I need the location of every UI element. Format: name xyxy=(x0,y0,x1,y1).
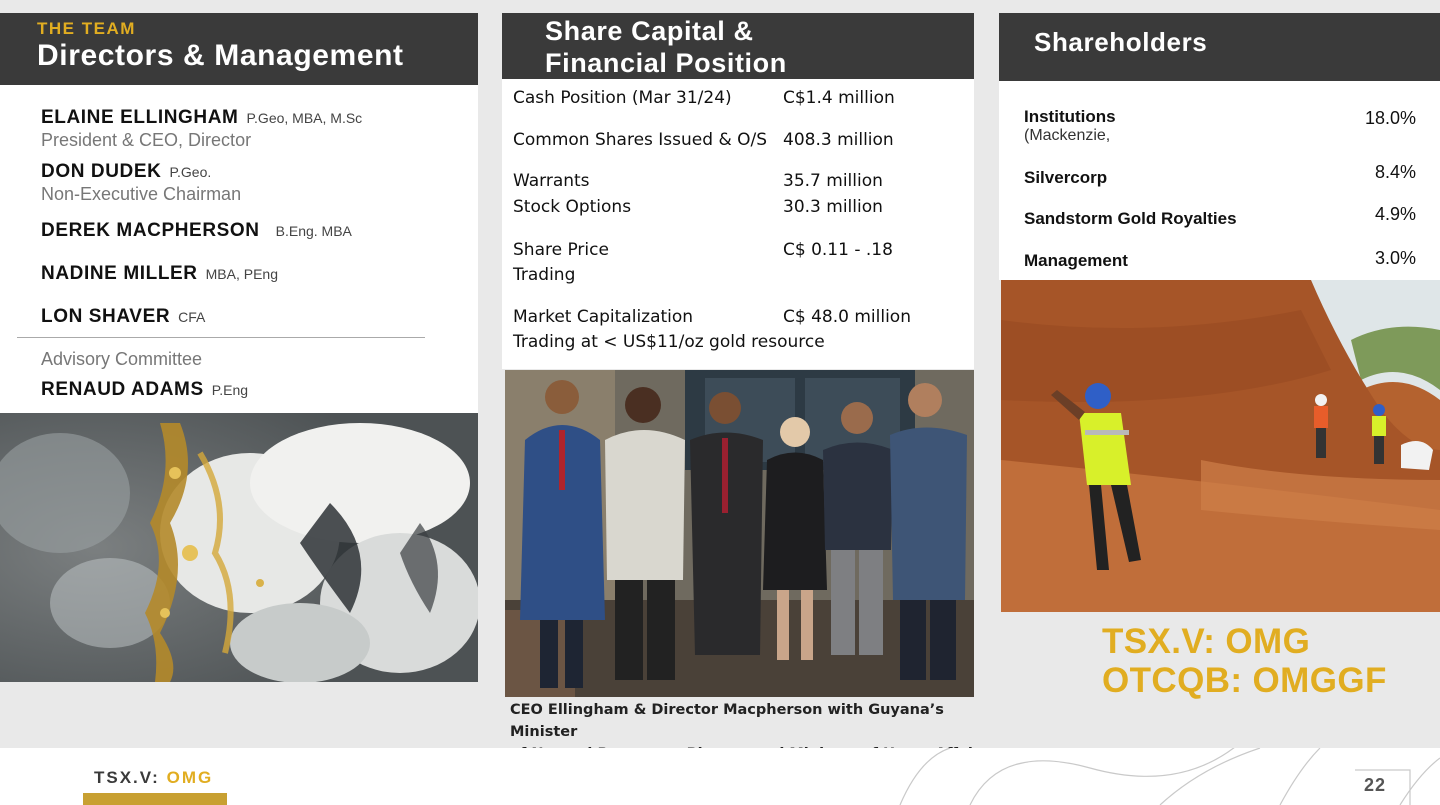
person-name: LON SHAVER xyxy=(41,306,171,327)
finance-panel xyxy=(502,79,974,369)
person-credentials: P.Geo, MBA, M.Sc xyxy=(246,110,363,126)
person-name: DON DUDEK xyxy=(41,161,162,182)
footer-ticker xyxy=(94,768,213,788)
finance-header xyxy=(502,13,974,79)
shareholder-pct: 8.4% xyxy=(1374,162,1416,182)
finance-value: C$ 0.11 - .18 xyxy=(783,240,893,260)
finance-label: Cash Position (Mar 31/24) xyxy=(513,88,732,108)
finance-title-line1: Share Capital & xyxy=(545,16,754,46)
finance-label: Common Shares Issued & O/S xyxy=(513,130,768,150)
person-miller xyxy=(41,263,278,285)
caption-line1: CEO Ellingham & Director Macpherson with Guyana’s Minister xyxy=(510,702,944,740)
advisory-label: Advisory Committee xyxy=(41,349,203,369)
finance-label: Warrants xyxy=(513,171,590,191)
shareholder-silvercorp xyxy=(1024,168,1107,188)
person-credentials: CFA xyxy=(178,309,206,325)
footer-accent-bar xyxy=(83,793,227,805)
person-name: DEREK MACPHERSON xyxy=(41,220,260,241)
ticker-otcqb: OTCQB: OMGGF xyxy=(1102,661,1387,700)
divider xyxy=(17,337,425,338)
finance-title-line2: Financial Position xyxy=(545,48,787,78)
person-name: NADINE MILLER xyxy=(41,263,198,284)
shareholder-note: (Mackenzie, xyxy=(1024,127,1111,144)
finance-value: 35.7 million xyxy=(783,171,883,191)
shareholders-panel xyxy=(999,81,1440,280)
footer-ticker-symbol: OMG xyxy=(166,768,214,787)
page-number: 22 xyxy=(1364,775,1387,795)
shareholder-management xyxy=(1024,251,1128,271)
finance-value: 408.3 million xyxy=(783,130,894,150)
person-credentials: P.Eng xyxy=(211,382,249,398)
shareholder-name: Management xyxy=(1024,251,1128,270)
shareholder-sandstorm xyxy=(1024,209,1237,229)
person-role: Non-Executive Chairman xyxy=(41,184,242,204)
shareholder-pct: 3.0% xyxy=(1374,248,1416,268)
person-dudek xyxy=(41,161,241,205)
team-title: Directors & Management xyxy=(37,39,404,72)
trench-photo xyxy=(1001,280,1440,612)
footer-ticker-prefix: TSX.V: xyxy=(94,768,160,787)
person-macpherson xyxy=(41,220,352,242)
group-photo xyxy=(505,370,974,697)
finance-value: 30.3 million xyxy=(783,197,883,217)
finance-value: C$1.4 million xyxy=(783,88,895,108)
gold-ore-image xyxy=(0,413,478,682)
shareholders-title: Shareholders xyxy=(1034,27,1208,57)
person-name: ELAINE ELLINGHAM xyxy=(41,107,239,128)
footer xyxy=(0,748,1440,805)
finance-label: Trading xyxy=(513,265,576,285)
finance-label: Share Price xyxy=(513,240,609,260)
person-adams xyxy=(41,379,248,401)
person-credentials: B.Eng. MBA xyxy=(275,223,352,239)
person-name: RENAUD ADAMS xyxy=(41,379,204,400)
ticker-tsxv: TSX.V: OMG xyxy=(1102,622,1311,661)
ticker-symbols xyxy=(1102,622,1387,700)
shareholder-pct: 18.0% xyxy=(1364,108,1416,128)
shareholder-pct: 4.9% xyxy=(1374,204,1416,224)
shareholders-header xyxy=(999,13,1440,81)
finance-label: Stock Options xyxy=(513,197,632,217)
team-eyebrow: THE TEAM xyxy=(37,19,136,38)
shareholder-name: Institutions xyxy=(1024,107,1116,126)
person-credentials: MBA, PEng xyxy=(205,266,279,282)
person-ellingham xyxy=(41,107,362,151)
shareholder-name: Sandstorm Gold Royalties xyxy=(1024,209,1237,228)
finance-label: Trading at < US$11/oz gold resource xyxy=(513,332,825,352)
person-role: President & CEO, Director xyxy=(41,130,252,150)
person-credentials: P.Geo. xyxy=(169,164,212,180)
shareholder-name: Silvercorp xyxy=(1024,168,1108,187)
team-panel xyxy=(0,85,478,413)
finance-label: Market Capitalization xyxy=(513,307,694,327)
team-header xyxy=(0,13,478,85)
person-shaver xyxy=(41,306,205,328)
finance-value: C$ 48.0 million xyxy=(783,307,911,327)
shareholder-institutions xyxy=(1024,107,1116,145)
